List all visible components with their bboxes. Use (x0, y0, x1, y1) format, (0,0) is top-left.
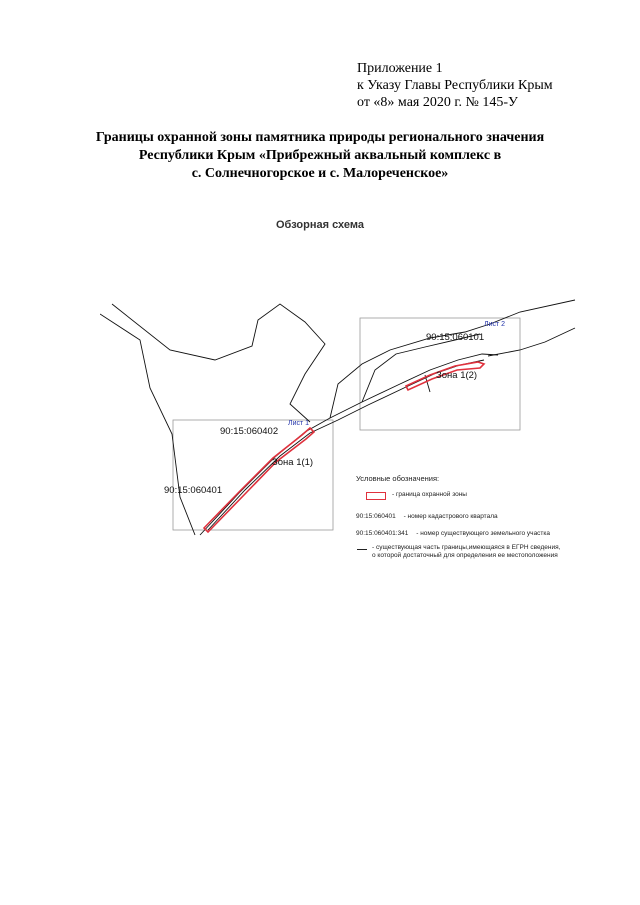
overview-map (100, 292, 590, 562)
quarter-labels (164, 321, 505, 496)
appendix-block (357, 60, 553, 111)
legend-quarter-desc: - номер кадастрового квартала (403, 513, 498, 520)
label-zone-1-2: Зона 1(2) (436, 370, 478, 381)
shoreline-line (200, 354, 498, 535)
zone-boundary-swatch (366, 492, 386, 500)
appendix-decree-date: от «8» мая 2020 г. № 145-У (357, 95, 518, 110)
label-quarter-060402: 90:15:060402 (220, 426, 279, 437)
appendix-title: Приложение 1 (357, 61, 443, 76)
east-boundary (488, 328, 575, 356)
heading-line-3: с. Солнечногорское и с. Малореченское» (191, 166, 449, 181)
label-sheet-2: Лист 2 (484, 321, 506, 328)
existing-border-line-sample (357, 549, 367, 550)
legend-row-parcel (356, 530, 550, 537)
legend-parcel-code: 90:15:060401:341 (356, 530, 409, 537)
label-zone-1-1: Зона 1(1) (272, 457, 314, 468)
document-heading (40, 129, 600, 183)
road-line (208, 360, 484, 530)
legend-row-quarter (356, 513, 498, 520)
label-quarter-060101: 90:15:060101 (426, 332, 485, 343)
heading-line-1: Границы охранной зоны памятника природы регионального значения (95, 130, 545, 145)
scheme-title: Обзорная схема (276, 219, 364, 231)
heading-line-2: Республики Крым «Прибрежный аквальный комплекс в (138, 148, 502, 163)
label-sheet-1: Лист 1 (288, 420, 310, 427)
map-drawing (100, 292, 590, 562)
ridge-line (362, 334, 480, 402)
legend-border-text-1: - существующая часть границы,имеющаяся в ЕГРН сведения, (372, 544, 561, 551)
legend-border-text-2: о которой достаточный для определения ее местоположения (372, 552, 558, 559)
upper-quarter-boundary (112, 304, 325, 422)
legend-title: Условные обозначения: (356, 474, 440, 483)
legend-quarter-code: 90:15:060401 (356, 513, 396, 520)
zone-boundaries (204, 362, 484, 532)
appendix-decree-ref: к Указу Главы Республики Крым (357, 78, 553, 93)
label-quarter-060401: 90:15:060401 (164, 485, 223, 496)
legend-row-zone-boundary (356, 490, 596, 502)
legend-zone-boundary-text: - граница охранной зоны (392, 491, 467, 498)
legend-parcel-desc: - номер существующего земельного участка (416, 530, 551, 537)
left-quarter-boundary (100, 314, 195, 535)
legend-row-existing-border (356, 544, 596, 564)
